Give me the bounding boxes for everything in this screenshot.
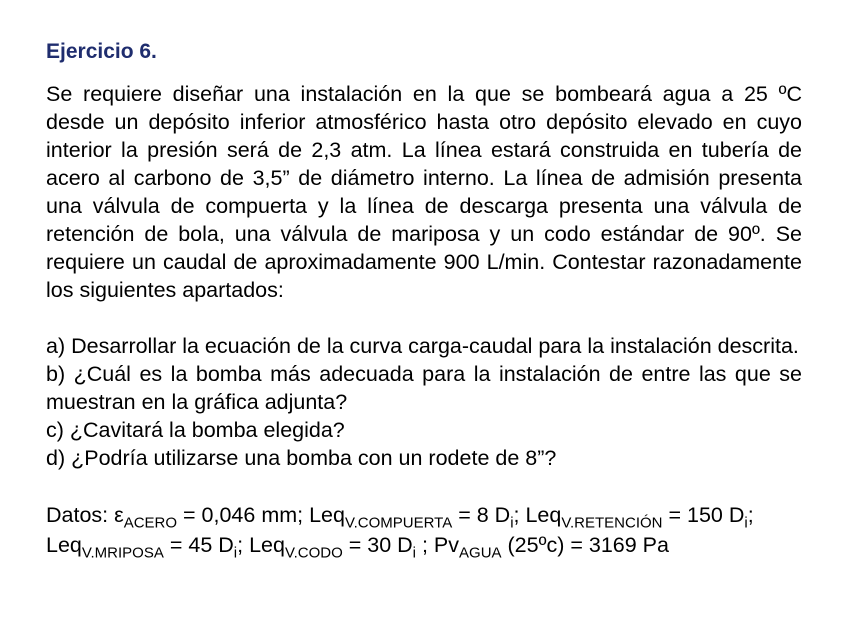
datos-label: Datos: ε — [46, 503, 124, 527]
exercise-title: Ejercicio 6. — [46, 40, 157, 63]
compuerta-subscript: V.COMPUERTA — [344, 514, 453, 532]
acero-value: = 0,046 mm; Leq — [177, 503, 345, 527]
question-c: c) ¿Cavitará la bomba elegida? — [46, 418, 345, 442]
codo-subscript: V.CODO — [284, 544, 343, 562]
question-a: a) Desarrollar la ecuación de la curva carga-caudal para la instalación descrita. — [46, 334, 799, 358]
questions-list — [46, 332, 802, 472]
codo-value: = 30 D — [342, 533, 413, 557]
separator-2: ; Leq — [46, 503, 754, 557]
acero-subscript: ACERO — [123, 514, 178, 532]
separator-3: ; Leq — [237, 533, 285, 557]
question-b: b) ¿Cuál es la bomba más adecuada para la instalación de entre las que se muestran en la gráfica adjunta? — [46, 362, 802, 414]
mariposa-value: = 45 D — [163, 533, 234, 557]
compuerta-value: = 8 D — [452, 503, 511, 527]
agua-value: (25ºc) = 3169 Pa — [501, 533, 669, 557]
retencion-value: = 150 D — [662, 503, 745, 527]
separator-4: ; Pv — [416, 533, 460, 557]
problem-statement: Se requiere diseñar una instalación en la que se bombeará agua a 25 ºC desde un depósito inferior atmosférico hasta otro depósito elevado en cuyo interior la presión será de 2,3 atm. La línea estará construida en tubería de acero al carbono de 3,5” de diámetro interno. La línea de admisión presenta una válvula de compuerta y la línea de descarga presenta una válvula de retención de bola, una válvula de mariposa y un codo estándar de 90º. Se requiere un caudal de aproximadamente 900 L/min. Contestar razonadamente los siguientes apartados: — [46, 82, 802, 302]
question-d: d) ¿Podría utilizarse una bomba con un rodete de 8”? — [46, 446, 557, 470]
mariposa-subscript: V.MRIPOSA — [81, 544, 164, 562]
di-subscript-2: i — [744, 514, 748, 532]
di-subscript-3: i — [233, 544, 238, 562]
separator-1: ; Leq — [513, 503, 562, 527]
retencion-subscript: V.RETENCIÓN — [561, 514, 663, 532]
di-subscript-1: i — [510, 514, 514, 532]
agua-subscript: AGUA — [459, 544, 502, 562]
di-subscript-4: i — [412, 544, 417, 562]
exercise-document — [46, 38, 802, 560]
data-section — [46, 500, 802, 560]
